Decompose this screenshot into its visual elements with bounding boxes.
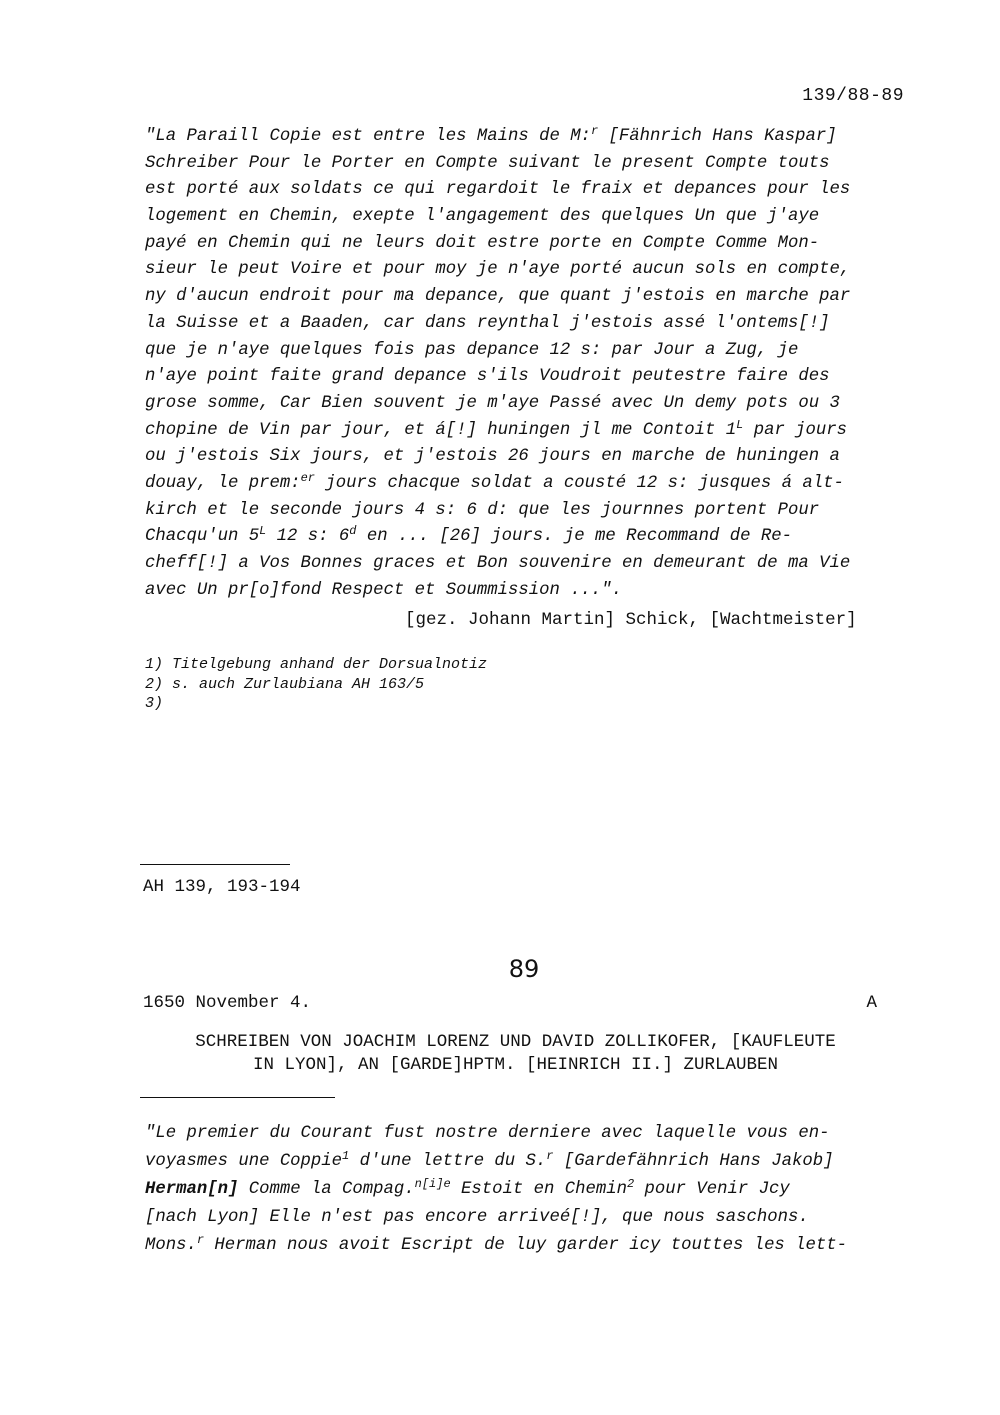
title-line: IN LYON], AN [GARDE]HPTM. [HEINRICH II.] ZURLAUBEN <box>252 1055 779 1075</box>
quote-line: avec Un pr[o]fond Respect et Soummission ...". <box>145 580 623 600</box>
quote-line: "Le premier du Courant fust nostre derniere avec laquelle vous en- <box>145 1124 830 1143</box>
quote-line: est porté aux soldats ce qui regardoit le fraix et depances pour les <box>145 180 851 200</box>
separator-rule <box>140 864 290 865</box>
footnote: 1) Titelgebung anhand der Dorsualnotiz <box>145 656 488 673</box>
letter-quote <box>145 1120 847 1260</box>
document-marker: A <box>866 993 877 1013</box>
quote-line: ny d'aucun endroit pour ma depance, que quant j'estois en marche par <box>145 287 851 307</box>
document-date: 1650 November 4. <box>143 993 312 1013</box>
quote-line: [nach Lyon] Elle n'est pas encore arriveé[!], que nous saschons. <box>145 1208 809 1227</box>
quote-line: n'aye point faite grand depance s'ils Voudroit peutestre faire des <box>145 367 830 387</box>
quote-line: grose somme, Car Bien souvent je m'aye Passé avec Un demy pots ou 3 <box>145 393 840 413</box>
quote-line: payé en Chemin qui ne leurs doit estre porte en Compte Comme Mon- <box>145 233 820 253</box>
archive-reference: AH 139, 193-194 <box>143 877 301 897</box>
quote-line: kirch et le seconde jours 4 s: 6 d: que les journnes portent Pour <box>145 500 820 520</box>
quote-line: sieur le peut Voire et pour moy je n'aye porté aucun sols en compte, <box>145 260 851 280</box>
title-line: SCHREIBEN VON JOACHIM LORENZ UND DAVID ZOLLIKOFER, [KAUFLEUTE <box>195 1032 836 1052</box>
quote-line: ou j'estois Six jours, et j'estois 26 jours en marche de huningen a <box>145 447 840 467</box>
quote-line: la Suisse et a Baaden, car dans reynthal j'estois assé l'ontems[!] <box>145 313 830 333</box>
quote-line: chopine de Vin par jour, et á[!] huningen jl me Contoit $1^L$ par jours <box>145 417 848 440</box>
person-name: Herman[n] <box>145 1180 239 1199</box>
quote-line: Chacqu'un $5^L$ 12 s: 6$^d$ en ... [26] jours. je me Recommand de Re- <box>145 524 793 547</box>
footnotes <box>145 655 487 714</box>
quote-line: que je n'aye quelques fois pas depance 12 s: par Jour a Zug, je <box>145 340 799 360</box>
quote-line: Mons.$^r$ Herman nous avoit Escript de luy garder icy touttes les lett- <box>145 1233 848 1255</box>
signature: [gez. Johann Martin] Schick, [Wachtmeister] <box>405 610 857 630</box>
quote-line: Herman[n] Comme la Compag.$^{n[i]e}$ Estoit en Chemin$^2$ pour Venir Jcy <box>145 1177 790 1199</box>
separator-rule <box>140 1097 335 1098</box>
quote-line: logement en Chemin, exepte l'angagement des quelques Un que j'aye <box>145 207 820 227</box>
letter-quote <box>145 124 915 604</box>
page-reference: 139/88-89 <box>802 86 904 106</box>
quote-line: "La Paraill Copie est entre les Mains de M:$^r$ [Fähnrich Hans Kaspar] <box>145 124 837 146</box>
quote-line: cheff[!] a Vos Bonnes graces et Bon souvenire en demeurant de ma Vie <box>145 554 851 573</box>
document-title <box>143 1031 888 1077</box>
quote-line: Schreiber Pour le Porter en Compte suivant le present Compte touts <box>145 153 830 173</box>
date-line <box>143 993 877 1013</box>
document-number: 89 <box>508 955 540 983</box>
footnote: 2) s. auch Zurlaubiana AH 163/5 <box>145 675 425 693</box>
footnote: 3) <box>145 695 164 712</box>
quote-line: douay, le prem:$^{er}$ jours chacque soldat a cousté 12 s: jusques á alt- <box>145 470 844 493</box>
quote-line: voyasmes une Coppie$^1$ d'une lettre du S.$^r$ [Gardefähnrich Hans Jakob] <box>145 1149 834 1171</box>
